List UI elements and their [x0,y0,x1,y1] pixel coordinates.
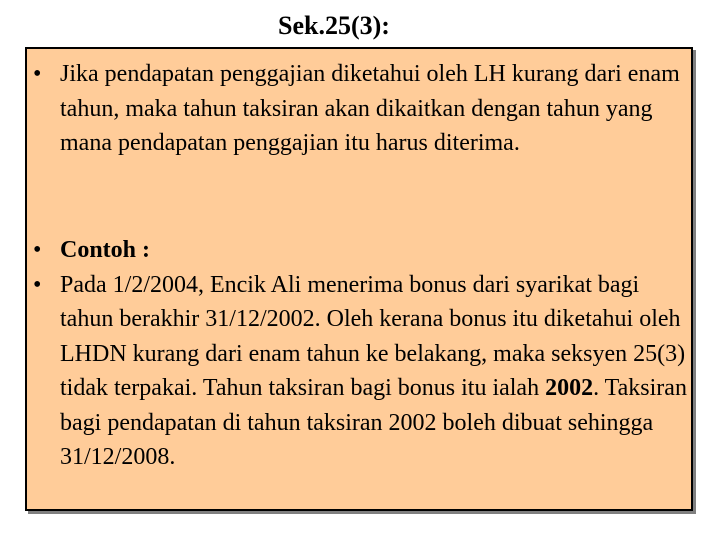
bullet-item-intro [27,57,691,161]
example-year-emphasis: 2002 [545,375,594,401]
example-heading: Contoh : [60,237,151,263]
bullet-list-intro [27,57,691,161]
slide-title: Sek.25(3): [278,11,390,40]
bullet-list-example [27,233,691,475]
bullet-marker: • [33,237,42,263]
content-box [25,47,693,511]
example-text [60,272,687,471]
example-text-part2: . Taksiran bagi pendapatan di tahun taksiran 2002 boleh dibuat sehingga 31/12/2008. [60,375,687,470]
bullet-item-example-heading [27,233,691,268]
bullet-item-example [27,268,691,475]
example-text-part1: Pada 1/2/2004, Encik Ali menerima bonus dari syarikat bagi tahun berakhir 31/12/2002. Oleh kerana bonus itu diketahui oleh LHDN kurang dari enam tahun ke belakang, maka seksyen 25(3) tidak terpakai. Tahun taksiran bagi bonus itu ialah [60,271,686,401]
bullet-marker: • [33,61,42,87]
bullet-marker: • [33,271,42,298]
intro-text: Jika pendapatan penggajian diketahui oleh LH kurang dari enam tahun, maka tahun taksiran akan dikaitkan dengan tahun yang mana pendapatan penggajian itu harus diterima. [60,61,680,156]
